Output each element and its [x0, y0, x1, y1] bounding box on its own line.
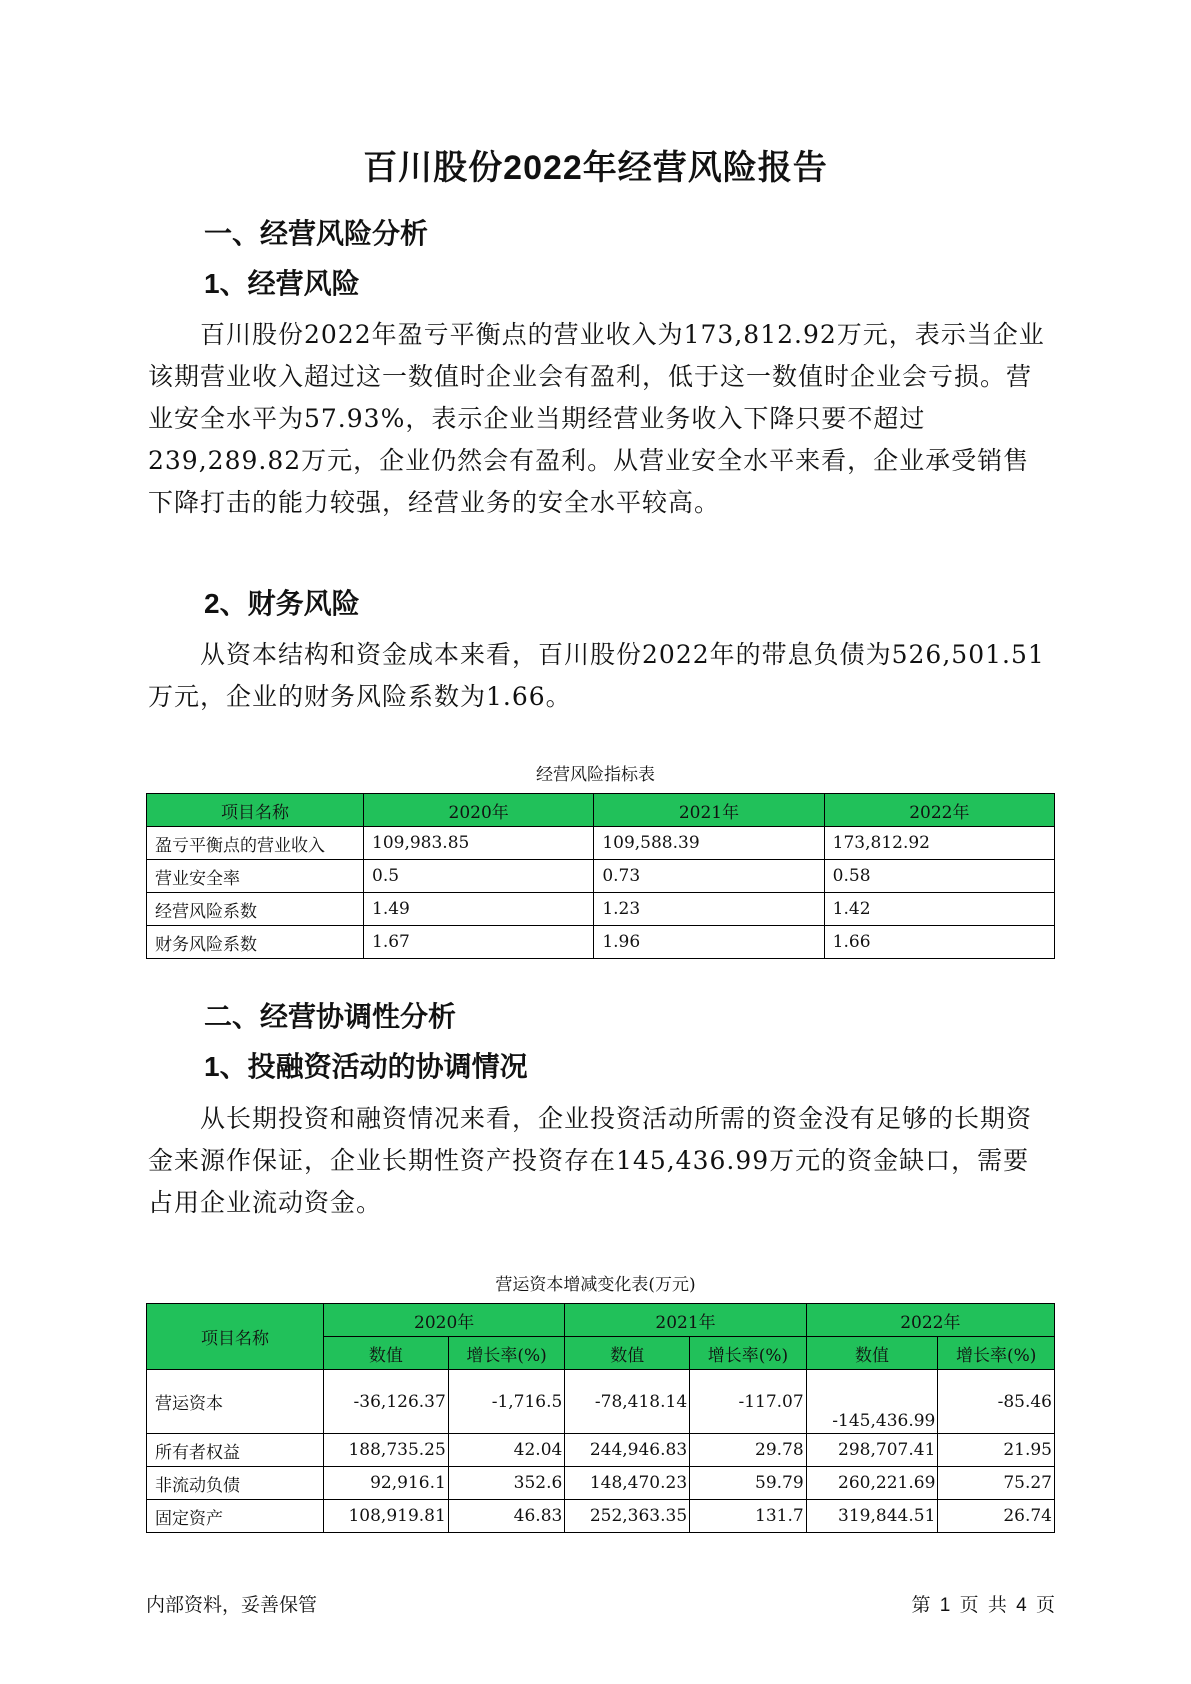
- table1-caption: 经营风险指标表: [536, 765, 655, 785]
- table-cell: 1.42: [824, 893, 1054, 926]
- table-cell: 0.73: [594, 860, 824, 893]
- table-cell: 1.96: [594, 926, 824, 959]
- table-row: [147, 926, 1055, 959]
- row-label: 所有者权益: [147, 1434, 324, 1467]
- working-capital-table: [146, 1303, 1055, 1533]
- operating-risk-table: [146, 793, 1055, 959]
- table-cell: 260,221.69: [806, 1467, 938, 1500]
- row-label: 经营风险系数: [147, 893, 364, 926]
- subheader: 增长率(%): [448, 1337, 565, 1370]
- table-row: [147, 1434, 1055, 1467]
- table-cell: -36,126.37: [324, 1370, 449, 1434]
- table-cell: 1.67: [364, 926, 594, 959]
- table-cell: 92,916.1: [324, 1467, 449, 1500]
- table-cell: 252,363.35: [565, 1500, 690, 1533]
- subheader: 增长率(%): [690, 1337, 807, 1370]
- footer-page-number: 第 1 页 共 4 页: [911, 1595, 1055, 1616]
- table-cell: -78,418.14: [565, 1370, 690, 1434]
- table-cell: 0.58: [824, 860, 1054, 893]
- column-header: 2021年: [594, 794, 824, 827]
- section1-sub2-heading: 2、财务风险: [204, 588, 360, 619]
- table-cell: 108,919.81: [324, 1500, 449, 1533]
- table-cell: -117.07: [690, 1370, 807, 1434]
- table-cell: 188,735.25: [324, 1434, 449, 1467]
- subheader: 数值: [324, 1337, 449, 1370]
- subheader: 数值: [565, 1337, 690, 1370]
- table-cell: 319,844.51: [806, 1500, 938, 1533]
- section2-heading: 二、经营协调性分析: [204, 1001, 457, 1032]
- table-header-row: [147, 1304, 1055, 1337]
- table-row: [147, 1467, 1055, 1500]
- table-row: [147, 1500, 1055, 1533]
- column-header: 2022年: [824, 794, 1054, 827]
- subheader: 数值: [806, 1337, 938, 1370]
- table-cell: 75.27: [938, 1467, 1055, 1500]
- table-cell: 0.5: [364, 860, 594, 893]
- table-cell: 1.49: [364, 893, 594, 926]
- table-cell: 109,588.39: [594, 827, 824, 860]
- table-cell: 21.95: [938, 1434, 1055, 1467]
- row-label: 营业安全率: [147, 860, 364, 893]
- table-cell: -85.46: [938, 1370, 1055, 1434]
- table-cell: 42.04: [448, 1434, 565, 1467]
- table-cell: 298,707.41: [806, 1434, 938, 1467]
- row-label: 盈亏平衡点的营业收入: [147, 827, 364, 860]
- year-header: 2020年: [324, 1304, 565, 1337]
- row-label: 固定资产: [147, 1500, 324, 1533]
- table-header-row: [147, 794, 1055, 827]
- table-cell: 148,470.23: [565, 1467, 690, 1500]
- table-cell: 46.83: [448, 1500, 565, 1533]
- table-cell: -1,716.5: [448, 1370, 565, 1434]
- investment-financing-paragraph: 从长期投资和融资情况来看，企业投资活动所需的资金没有足够的长期资金来源作保证，企业长期性资产投资存在145,436.99万元的资金缺口，需要占用企业流动资金。: [148, 1104, 1033, 1217]
- table-row: [147, 893, 1055, 926]
- table2-caption: 营运资本增减变化表(万元): [495, 1275, 696, 1295]
- table-cell: 244,946.83: [565, 1434, 690, 1467]
- row-label: 非流动负债: [147, 1467, 324, 1500]
- operating-risk-paragraph: 百川股份2022年盈亏平衡点的营业收入为173,812.92万元，表示当企业该期营业收入超过这一数值时企业会有盈利，低于这一数值时企业会亏损。营业安全水平为57.93%，表示企业当期经营业务收入下降只要不超过239,289.82万元，企业仍然会有盈利。从营业安全水平来看，企业承受销售下降打击的能力较强，经营业务的安全水平较高。: [148, 320, 1045, 517]
- table-cell: 131.7: [690, 1500, 807, 1533]
- row-label: 财务风险系数: [147, 926, 364, 959]
- table-row: [147, 860, 1055, 893]
- table-cell: 26.74: [938, 1500, 1055, 1533]
- table-cell: 109,983.85: [364, 827, 594, 860]
- row-label: 营运资本: [147, 1370, 324, 1434]
- table-cell: 352.6: [448, 1467, 565, 1500]
- year-header: 2022年: [806, 1304, 1054, 1337]
- page-title: 百川股份2022年经营风险报告: [363, 149, 828, 187]
- year-header: 2021年: [565, 1304, 806, 1337]
- table-cell: 1.66: [824, 926, 1054, 959]
- section1-sub1-heading: 1、经营风险: [204, 268, 360, 299]
- table-cell: 173,812.92: [824, 827, 1054, 860]
- table-cell: 29.78: [690, 1434, 807, 1467]
- subheader: 增长率(%): [938, 1337, 1055, 1370]
- table-cell: 59.79: [690, 1467, 807, 1500]
- column-header: 项目名称: [147, 794, 364, 827]
- section2-sub1-heading: 1、投融资活动的协调情况: [204, 1051, 528, 1082]
- financial-risk-paragraph: 从资本结构和资金成本来看，百川股份2022年的带息负债为526,501.51万元，企业的财务风险系数为1.66。: [148, 640, 1045, 711]
- table-row: [147, 1370, 1055, 1434]
- table-cell: 1.23: [594, 893, 824, 926]
- table-cell: -145,436.99: [806, 1370, 938, 1434]
- column-header: 2020年: [364, 794, 594, 827]
- footer-confidential-note: 内部资料，妥善保管: [146, 1595, 318, 1616]
- table-row: [147, 827, 1055, 860]
- column-header: 项目名称: [147, 1304, 324, 1370]
- section1-heading: 一、经营风险分析: [204, 218, 429, 249]
